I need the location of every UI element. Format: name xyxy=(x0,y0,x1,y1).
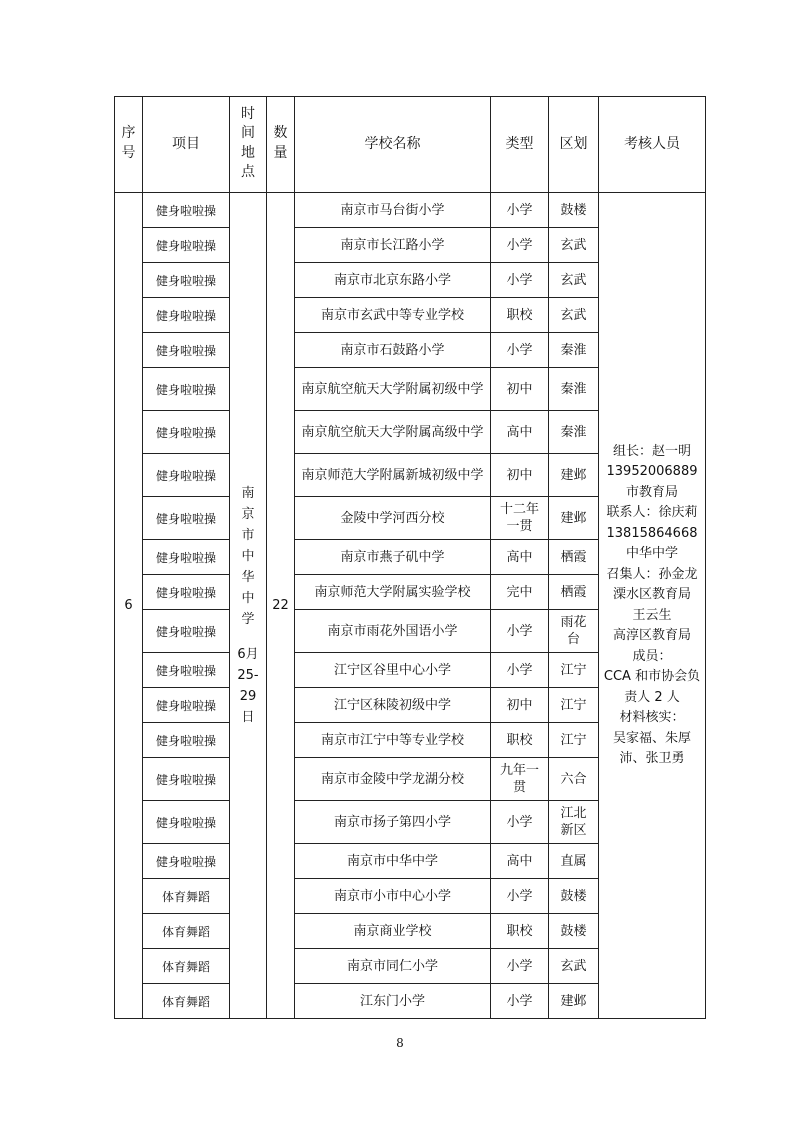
auditor-line: 13815864668 xyxy=(606,525,698,541)
region-cell: 江宁 xyxy=(549,688,599,723)
region-cell: 江宁 xyxy=(549,723,599,758)
type-cell: 高中 xyxy=(491,844,549,879)
region-cell: 鼓楼 xyxy=(549,193,599,228)
region-cell: 建邺 xyxy=(549,454,599,497)
project-cell: 健身啦啦操 xyxy=(143,454,230,497)
project-cell: 健身啦啦操 xyxy=(143,263,230,298)
region-cell: 栖霞 xyxy=(549,575,599,610)
place-text: 南京市中华中学 xyxy=(241,486,255,627)
school-cell: 南京市雨花外国语小学 xyxy=(295,610,491,653)
project-cell: 体育舞蹈 xyxy=(143,914,230,949)
region-cell: 玄武 xyxy=(549,228,599,263)
type-cell: 小学 xyxy=(491,879,549,914)
assessment-table xyxy=(114,96,706,1019)
auditor-line: 市教育局 xyxy=(625,484,678,500)
school-cell: 江宁区秣陵初级中学 xyxy=(295,688,491,723)
project-cell: 健身啦啦操 xyxy=(143,228,230,263)
type-cell: 职校 xyxy=(491,914,549,949)
project-cell: 健身啦啦操 xyxy=(143,610,230,653)
region-cell: 鼓楼 xyxy=(549,914,599,949)
project-cell: 健身啦啦操 xyxy=(143,411,230,454)
auditor-line: 成员： xyxy=(632,648,672,664)
header-time-place: 时间地点 xyxy=(230,97,267,193)
type-cell: 高中 xyxy=(491,411,549,454)
type-cell: 小学 xyxy=(491,653,549,688)
school-cell: 南京师范大学附属实验学校 xyxy=(295,575,491,610)
auditor-line: 高淳区教育局 xyxy=(612,628,691,643)
school-cell: 南京市燕子矶中学 xyxy=(295,540,491,575)
project-cell: 健身啦啦操 xyxy=(143,688,230,723)
school-cell: 金陵中学河西分校 xyxy=(295,497,491,540)
seq-cell: 6 xyxy=(115,193,143,1019)
project-cell: 健身啦啦操 xyxy=(143,497,230,540)
auditor-line: 中华中学 xyxy=(625,546,678,561)
project-cell: 健身啦啦操 xyxy=(143,723,230,758)
school-cell: 南京航空航天大学附属高级中学 xyxy=(295,411,491,454)
school-cell: 南京市金陵中学龙湖分校 xyxy=(295,758,491,801)
region-cell: 玄武 xyxy=(549,298,599,333)
school-cell: 南京市江宁中等专业学校 xyxy=(295,723,491,758)
auditor-line: 召集人：孙金龙 xyxy=(606,566,698,582)
header-project: 项目 xyxy=(143,97,230,193)
auditor-line: 王云生 xyxy=(632,607,672,623)
school-cell: 南京市同仁小学 xyxy=(295,949,491,984)
project-cell: 健身啦啦操 xyxy=(143,758,230,801)
school-cell: 南京市长江路小学 xyxy=(295,228,491,263)
time-place-cell xyxy=(230,193,267,1019)
project-cell: 体育舞蹈 xyxy=(143,984,230,1019)
project-cell: 健身啦啦操 xyxy=(143,298,230,333)
school-cell: 南京市石鼓路小学 xyxy=(295,333,491,368)
type-cell: 完中 xyxy=(491,575,549,610)
header-count: 数量 xyxy=(267,97,295,193)
region-cell: 直属 xyxy=(549,844,599,879)
type-cell: 小学 xyxy=(491,228,549,263)
school-cell: 江宁区谷里中心小学 xyxy=(295,653,491,688)
school-cell: 南京市马台街小学 xyxy=(295,193,491,228)
region-cell: 栖霞 xyxy=(549,540,599,575)
type-cell: 九年一贯 xyxy=(491,758,549,801)
table-row xyxy=(115,193,706,228)
header-region: 区划 xyxy=(549,97,599,193)
count-cell: 22 xyxy=(267,193,295,1019)
table-body xyxy=(115,193,706,1019)
project-cell: 健身啦啦操 xyxy=(143,801,230,844)
auditor-line: 13952006889 xyxy=(606,464,698,479)
region-cell: 秦淮 xyxy=(549,368,599,411)
region-cell: 江宁 xyxy=(549,653,599,688)
project-cell: 健身啦啦操 xyxy=(143,575,230,610)
auditors-cell xyxy=(599,193,706,1019)
header-row xyxy=(115,97,706,193)
header-auditors: 考核人员 xyxy=(599,97,706,193)
type-cell: 小学 xyxy=(491,610,549,653)
school-cell: 南京师范大学附属新城初级中学 xyxy=(295,454,491,497)
page-number: 8 xyxy=(396,1036,404,1050)
project-cell: 健身啦啦操 xyxy=(143,368,230,411)
project-cell: 健身啦啦操 xyxy=(143,333,230,368)
school-cell: 南京市玄武中等专业学校 xyxy=(295,298,491,333)
region-cell: 建邺 xyxy=(549,497,599,540)
auditor-line: 溧水区教育局 xyxy=(612,587,691,602)
type-cell: 初中 xyxy=(491,688,549,723)
region-cell: 秦淮 xyxy=(549,333,599,368)
school-cell: 南京市小市中心小学 xyxy=(295,879,491,914)
date-text: 6月25-29日 xyxy=(237,647,259,725)
header-type: 类型 xyxy=(491,97,549,193)
type-cell: 职校 xyxy=(491,723,549,758)
type-cell: 初中 xyxy=(491,368,549,411)
school-cell: 南京市中华中学 xyxy=(295,844,491,879)
type-cell: 职校 xyxy=(491,298,549,333)
type-cell: 小学 xyxy=(491,801,549,844)
type-cell: 高中 xyxy=(491,540,549,575)
region-cell: 秦淮 xyxy=(549,411,599,454)
project-cell: 体育舞蹈 xyxy=(143,949,230,984)
type-cell: 小学 xyxy=(491,263,549,298)
region-cell: 建邺 xyxy=(549,984,599,1019)
region-cell: 雨花台 xyxy=(549,610,599,653)
project-cell: 健身啦啦操 xyxy=(143,193,230,228)
header-school: 学校名称 xyxy=(295,97,491,193)
auditor-line: 材料核实： xyxy=(619,710,685,725)
auditor-line: CCA 和市协会负责人 2 人 xyxy=(603,669,701,705)
type-cell: 小学 xyxy=(491,333,549,368)
school-cell: 南京航空航天大学附属初级中学 xyxy=(295,368,491,411)
region-cell: 六合 xyxy=(549,758,599,801)
header-seq: 序号 xyxy=(115,97,143,193)
region-cell: 江北新区 xyxy=(549,801,599,844)
project-cell: 健身啦啦操 xyxy=(143,540,230,575)
type-cell: 十二年一贯 xyxy=(491,497,549,540)
region-cell: 玄武 xyxy=(549,263,599,298)
type-cell: 小学 xyxy=(491,949,549,984)
auditor-line: 吴家福、朱厚沛、张卫勇 xyxy=(612,730,691,766)
project-cell: 体育舞蹈 xyxy=(143,879,230,914)
school-cell: 南京市北京东路小学 xyxy=(295,263,491,298)
project-cell: 健身啦啦操 xyxy=(143,844,230,879)
auditor-line: 组长：赵一明 xyxy=(612,443,691,459)
type-cell: 小学 xyxy=(491,193,549,228)
type-cell: 初中 xyxy=(491,454,549,497)
region-cell: 鼓楼 xyxy=(549,879,599,914)
auditor-line: 联系人：徐庆莉 xyxy=(606,505,698,520)
school-cell: 江东门小学 xyxy=(295,984,491,1019)
type-cell: 小学 xyxy=(491,984,549,1019)
region-cell: 玄武 xyxy=(549,949,599,984)
school-cell: 南京市扬子第四小学 xyxy=(295,801,491,844)
school-cell: 南京商业学校 xyxy=(295,914,491,949)
project-cell: 健身啦啦操 xyxy=(143,653,230,688)
